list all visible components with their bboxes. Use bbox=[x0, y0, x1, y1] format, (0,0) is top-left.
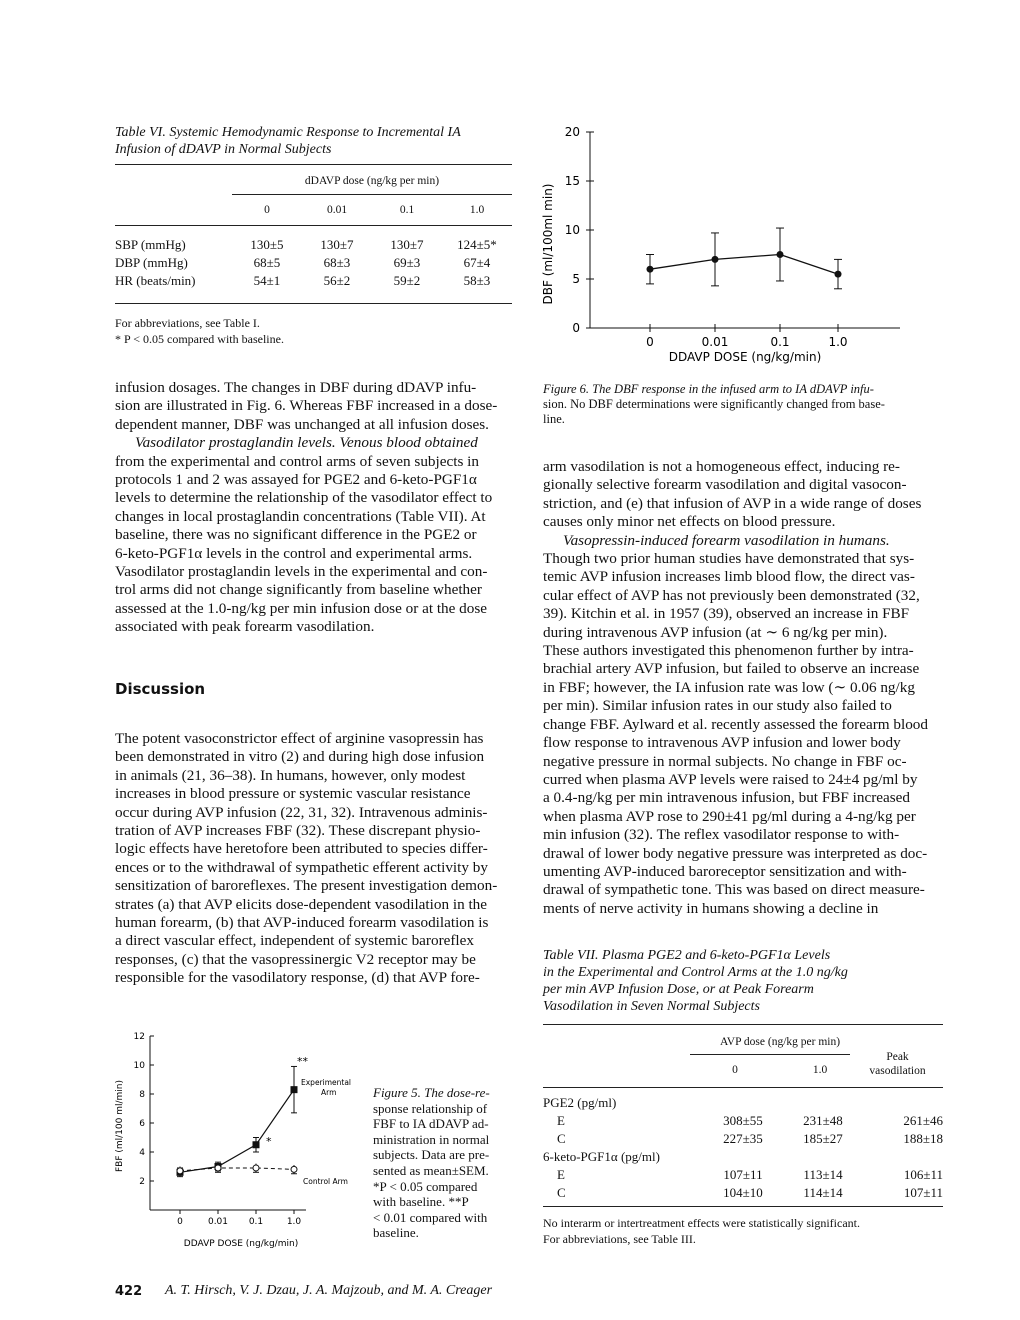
figure6-caption bbox=[543, 382, 948, 427]
table7-cell bbox=[703, 1094, 783, 1112]
table6-cell: 68±5 bbox=[253, 255, 281, 270]
x-tick-label: 1.0 bbox=[286, 1217, 302, 1227]
table7-cell: 114±14 bbox=[803, 1185, 843, 1200]
table7-group-header: AVP dose (ng/kg per min) bbox=[719, 1036, 841, 1048]
table7-note1: No interarm or intertreatment effects were statistically significant. bbox=[543, 1216, 860, 1230]
y-tick-label: 10 bbox=[133, 1061, 145, 1071]
table6-note1: For abbreviations, see Table I. bbox=[115, 316, 260, 330]
figure6-caption-line: Figure 6. The DBF response in the infused arm to IA dDAVP infu- bbox=[543, 382, 874, 396]
table6-row-label: HR (beats/min) bbox=[115, 273, 196, 288]
text-line: ences or to the withdrawal of sympathetic efferent activity by bbox=[115, 858, 488, 876]
table6-cell: 130±5 bbox=[250, 237, 284, 252]
x-tick-label: 1.0 bbox=[828, 335, 848, 349]
table7-cell: 107±11 bbox=[903, 1185, 943, 1200]
figure5-caption-line: sented as mean±SEM. bbox=[373, 1162, 489, 1178]
left-column-top bbox=[115, 379, 512, 637]
table-row bbox=[115, 272, 512, 290]
table7-peak-header-line: Peak bbox=[886, 1051, 909, 1063]
experimental-data-point bbox=[253, 1141, 260, 1148]
table7-top-rule bbox=[543, 1024, 943, 1025]
y-tick-label: 6 bbox=[139, 1119, 145, 1129]
text-line: when plasma AVP rose to 290±41 pg/ml during a 4-ng/kg per bbox=[543, 807, 916, 825]
table6-cell: 58±3 bbox=[463, 273, 491, 288]
y-tick-label: 0 bbox=[572, 321, 580, 335]
table7-cell bbox=[783, 1148, 863, 1166]
experimental-arm-line bbox=[180, 1090, 294, 1173]
x-tick-label: 0 bbox=[177, 1217, 183, 1227]
figure5-exp-label: Arm bbox=[321, 1088, 337, 1097]
text-line: Vasopressin-induced forearm vasodilation in humans. bbox=[563, 531, 890, 549]
x-tick-label: 0.1 bbox=[248, 1217, 264, 1227]
text-line: changes in local prostaglandin concentrations (Table VII). At bbox=[115, 507, 486, 525]
y-tick-label: 15 bbox=[564, 174, 580, 188]
table7-cell: 231±48 bbox=[803, 1113, 843, 1128]
table6-cell: 69±3 bbox=[393, 255, 421, 270]
table-row bbox=[543, 1148, 943, 1166]
text-line: from the experimental and control arms of seven subjects in bbox=[115, 452, 479, 470]
table6-cell: 56±2 bbox=[323, 273, 351, 288]
page-number: 422 bbox=[115, 1284, 143, 1299]
text-line: associated with peak forearm vasodilation. bbox=[115, 618, 375, 636]
text-line: baseline, there was no significant difference in the PGE2 or bbox=[115, 526, 477, 544]
table7-row-label: PGE2 (pg/ml) bbox=[543, 1095, 617, 1110]
x-tick-label: 0.1 bbox=[770, 335, 790, 349]
y-tick-label: 2 bbox=[139, 1177, 145, 1187]
table7-row-label: 6-keto-PGF1α (pg/ml) bbox=[543, 1149, 660, 1164]
table6-col-header: 0.1 bbox=[399, 204, 415, 216]
table6-cell: 124±5* bbox=[457, 237, 497, 252]
table7-caption-line: per min AVP Infusion Dose, or at Peak Forearm bbox=[543, 982, 814, 997]
text-line: occur during AVP infusion (22, 31, 32). Intravenous adminis- bbox=[115, 803, 488, 821]
text-line: brachial artery AVP infusion, but failed to observe an increase bbox=[543, 660, 920, 678]
table7-cell: 107±11 bbox=[723, 1167, 763, 1182]
text-line: responsible for the vasodilatory response, (d) that AVP fore- bbox=[115, 969, 480, 987]
figure6-xlabel: DDAVP DOSE (ng/kg/min) bbox=[668, 350, 822, 364]
table-row bbox=[543, 1184, 943, 1202]
text-line: per min). Similar infusion rates in our study also failed to bbox=[543, 697, 892, 715]
text-line: sion are illustrated in Fig. 6. Whereas FBF increased in a dose- bbox=[115, 397, 498, 415]
text-line: assessed at the 1.0-ng/kg per min infusion dose or at the dose bbox=[115, 599, 488, 617]
figure6-caption-line: line. bbox=[543, 412, 565, 426]
table7-peak-header bbox=[850, 1050, 945, 1078]
text-line: drawal of lower body negative pressure was interpreted as doc- bbox=[543, 844, 928, 862]
table7-cell: 113±14 bbox=[803, 1167, 843, 1182]
figure5-exp-label: Experimental bbox=[301, 1078, 352, 1087]
table6-note2: * P < 0.05 compared with baseline. bbox=[115, 332, 284, 346]
text-line: striction, and (e) that infusion of AVP in a wide range of doses bbox=[543, 494, 922, 512]
table7-group-rule bbox=[690, 1054, 850, 1055]
y-tick-label: 5 bbox=[572, 272, 580, 286]
data-point bbox=[712, 256, 719, 263]
figure5-caption-line: ministration in normal bbox=[373, 1131, 490, 1147]
text-line: The potent vasoconstrictor effect of arginine vasopressin has bbox=[115, 730, 484, 747]
data-point bbox=[777, 251, 784, 258]
text-line: flow response to intravenous AVP infusion and lower body bbox=[543, 734, 901, 752]
figure5-ctrl-label: Control Arm bbox=[303, 1177, 348, 1186]
table7-cell: 261±46 bbox=[903, 1113, 943, 1128]
x-tick-label: 0.01 bbox=[701, 335, 729, 349]
table-row bbox=[115, 236, 512, 254]
figure5-caption-line: FBF to IA dDAVP ad- bbox=[373, 1116, 489, 1132]
text-line: infusion dosages. The changes in DBF during dDAVP infu- bbox=[115, 379, 477, 396]
text-line: dependent manner, DBF was unchanged at all infusion doses. bbox=[115, 415, 489, 433]
y-tick-label: 8 bbox=[139, 1090, 145, 1100]
table7-row-label: E bbox=[557, 1167, 565, 1182]
text-line: in FBF; however, the IA infusion rate was low (∼ 0.06 ng/kg bbox=[543, 678, 915, 696]
text-line: curred when plasma AVP levels were raised to 24±4 pg/ml by bbox=[543, 770, 918, 788]
figure6-ylabel: DBF (ml/100ml min) bbox=[541, 183, 555, 305]
table7-cell: 188±18 bbox=[903, 1131, 943, 1146]
control-data-point bbox=[291, 1166, 297, 1172]
x-tick-label: 0 bbox=[646, 335, 654, 349]
table7-peak-header-line: vasodilation bbox=[869, 1065, 926, 1077]
figure5-chart bbox=[106, 1018, 366, 1252]
table7-note2: For abbreviations, see Table III. bbox=[543, 1232, 696, 1246]
table6-group-rule bbox=[232, 194, 512, 195]
figure5-caption bbox=[373, 1085, 513, 1241]
table7-cell bbox=[783, 1094, 863, 1112]
text-line: drawal of sympathetic tone. This was based on direct measure- bbox=[543, 881, 925, 899]
text-line: 6-keto-PGF1α levels in the control and experimental arms. bbox=[115, 544, 473, 562]
table-row bbox=[543, 1112, 943, 1130]
figure6-axes bbox=[565, 125, 900, 349]
control-data-point bbox=[253, 1165, 259, 1171]
table6-header-rule bbox=[115, 225, 512, 226]
text-line: negative pressure in normal subjects. No change in FBF oc- bbox=[543, 752, 907, 770]
table6-body bbox=[115, 236, 512, 290]
text-line: change FBF. Aylward et al. recently assessed the forearm blood bbox=[543, 715, 928, 733]
data-point bbox=[835, 271, 842, 278]
figure5-caption-line: baseline. bbox=[373, 1225, 419, 1241]
control-data-point bbox=[215, 1165, 221, 1171]
footer-authors: A. T. Hirsch, V. J. Dzau, J. A. Majzoub, and M. A. Creager bbox=[165, 1283, 493, 1298]
text-line: gionally selective forearm vasodilation and digital vasocon- bbox=[543, 476, 907, 494]
text-line: been demonstrated in vitro (2) and during high dose infusion bbox=[115, 748, 485, 766]
figure5-xlabel: DDAVP DOSE (ng/kg/min) bbox=[183, 1239, 299, 1249]
table6-col-header: 1.0 bbox=[469, 204, 485, 216]
y-tick-label: 4 bbox=[139, 1148, 145, 1158]
table6-cell: 59±2 bbox=[393, 273, 421, 288]
table7-bottom-rule bbox=[543, 1206, 943, 1207]
text-line: logic effects have heretofore been attributed to species differ- bbox=[115, 840, 488, 858]
series-line bbox=[650, 255, 838, 275]
text-line: trol arms did not change significantly from baseline whether bbox=[115, 581, 482, 599]
text-line: increases in blood pressure or systemic vascular resistance bbox=[115, 785, 471, 803]
table6-cell: 54±1 bbox=[253, 273, 281, 288]
text-line: 39). Kitchin et al. in 1957 (39), observed an increase in FBF bbox=[543, 605, 910, 623]
figure5-sig-single: * bbox=[266, 1135, 272, 1148]
text-line: tration of AVP increases FBF (32). These discrepant physio- bbox=[115, 822, 481, 840]
table6-col-header: 0 bbox=[264, 204, 270, 216]
text-line: during intravenous AVP infusion (at ∼ 6 ng/kg per min). bbox=[543, 623, 888, 641]
table6-col-header: 0.01 bbox=[326, 204, 348, 216]
table7-cell bbox=[703, 1148, 783, 1166]
figure5-marks bbox=[177, 1066, 298, 1176]
text-line: Vasodilator prostaglandin levels. Venous blood obtained bbox=[135, 434, 478, 452]
figure5-caption-line: Figure 5. The dose-re- bbox=[373, 1085, 490, 1100]
x-tick-label: 0.01 bbox=[207, 1217, 229, 1227]
table-row bbox=[543, 1094, 943, 1112]
text-line: umenting AVP-induced baroreceptor sensitization and with- bbox=[543, 862, 907, 880]
table7-caption-line: in the Experimental and Control Arms at the 1.0 ng/kg bbox=[543, 965, 848, 980]
figure6-marks bbox=[646, 228, 842, 289]
text-line: human forearm, (b) that AVP-induced forearm vasodilation is bbox=[115, 914, 489, 932]
table7-row-label: E bbox=[557, 1113, 565, 1128]
figure5-caption-line: sponse relationship of bbox=[373, 1100, 488, 1116]
experimental-data-point bbox=[291, 1086, 298, 1093]
table6-caption-line2: Infusion of dDAVP in Normal Subjects bbox=[115, 142, 332, 157]
table7-caption-line: Vasodilation in Seven Normal Subjects bbox=[543, 999, 760, 1014]
table6-cell: 130±7 bbox=[390, 237, 424, 252]
table7-cell: 104±10 bbox=[723, 1185, 763, 1200]
control-data-point bbox=[177, 1168, 183, 1174]
table-row bbox=[115, 254, 512, 272]
figure5-caption-line: subjects. Data are pre- bbox=[373, 1147, 490, 1163]
text-line: responses, (c) that the vasopressinergic V2 receptor may be bbox=[115, 950, 476, 968]
y-tick-label: 20 bbox=[564, 125, 580, 139]
table7-caption-line: Table VII. Plasma PGE2 and 6-keto-PGF1α Levels bbox=[543, 948, 831, 963]
text-line: These authors investigated this phenomenon further by intra- bbox=[543, 642, 914, 660]
table6-bottom-rule bbox=[115, 303, 512, 304]
table7-cell: 308±55 bbox=[723, 1113, 763, 1128]
text-line: protocols 1 and 2 was assayed for PGE2 and 6-keto-PGF1α bbox=[115, 471, 477, 489]
control-arm-line bbox=[180, 1168, 294, 1171]
text-line: Though two prior human studies have demonstrated that sys- bbox=[543, 550, 915, 568]
text-line: strates (a) that AVP elicits dose-dependent vasodilation in the bbox=[115, 895, 488, 913]
figure5-caption-line: *P < 0.05 compared bbox=[373, 1178, 478, 1194]
table7-cell bbox=[863, 1094, 943, 1112]
discussion-heading: Discussion bbox=[115, 680, 206, 698]
text-line: min infusion (32). The reflex vasodilator response to with- bbox=[543, 826, 900, 844]
text-line: causes only minor net effects on blood pressure. bbox=[543, 513, 836, 531]
right-column-text bbox=[543, 458, 941, 918]
table6-row-label: SBP (mmHg) bbox=[115, 237, 186, 252]
table6-caption bbox=[115, 124, 515, 158]
y-tick-label: 12 bbox=[133, 1032, 145, 1042]
text-line: a direct vascular effect, independent of systemic baroreflex bbox=[115, 932, 474, 950]
figure6-chart bbox=[530, 118, 910, 368]
table7-row-label: C bbox=[557, 1185, 566, 1200]
table6-row-label: DBP (mmHg) bbox=[115, 255, 188, 270]
figure5-caption-line: with baseline. **P bbox=[373, 1194, 469, 1210]
text-line: arm vasodilation is not a homogeneous effect, inducing re- bbox=[543, 458, 900, 475]
left-column-discussion bbox=[115, 730, 512, 988]
table6-cell: 130±7 bbox=[320, 237, 354, 252]
table7-caption bbox=[543, 947, 943, 1015]
table6-cell: 68±3 bbox=[323, 255, 351, 270]
text-line: Vasodilator prostaglandin levels in the experimental and con- bbox=[115, 563, 488, 581]
table7-cell: 227±35 bbox=[723, 1131, 763, 1146]
table7-col-header: 1.0 bbox=[812, 1064, 828, 1076]
table7-cell bbox=[863, 1148, 943, 1166]
data-point bbox=[647, 266, 654, 273]
y-tick-label: 10 bbox=[564, 223, 580, 237]
table7-header-rule bbox=[543, 1087, 943, 1088]
text-line: levels to determine the relationship of the vasodilator effect to bbox=[115, 489, 493, 507]
table7-row-label: C bbox=[557, 1131, 566, 1146]
table6-top-rule bbox=[115, 164, 512, 165]
table7-cell: 106±11 bbox=[903, 1167, 943, 1182]
text-line: ments of nerve activity in humans showing a decline in bbox=[543, 899, 879, 917]
table-row bbox=[543, 1130, 943, 1148]
text-line: sensitization of baroreflexes. The present investigation demon- bbox=[115, 877, 498, 895]
text-line: in animals (21, 36–38). In humans, however, only modest bbox=[115, 766, 466, 784]
table6-cell: 67±4 bbox=[463, 255, 491, 270]
table6-group-header: dDAVP dose (ng/kg per min) bbox=[304, 175, 440, 187]
figure5-axes bbox=[134, 1032, 306, 1227]
table7-cell: 185±27 bbox=[803, 1131, 843, 1146]
figure5-ylabel: FBF (ml/100 ml/min) bbox=[115, 1079, 125, 1173]
figure6-caption-line: sion. No DBF determinations were significantly changed from base- bbox=[543, 397, 885, 411]
text-line: cular effect of AVP has not previously been demonstrated (32, bbox=[543, 586, 920, 604]
figure5-sig-double: ** bbox=[297, 1055, 308, 1068]
figure5-caption-line: < 0.01 compared with bbox=[373, 1209, 488, 1225]
table6-caption-line1: Table VI. Systemic Hemodynamic Response to Incremental IA bbox=[115, 125, 461, 140]
table6-column-headers bbox=[232, 204, 512, 216]
table7-col-header: 0 bbox=[732, 1064, 738, 1076]
text-line: a 0.4-ng/kg per min intravenous infusion, but FBF increased bbox=[543, 789, 910, 807]
table-row bbox=[543, 1166, 943, 1184]
table7-body bbox=[543, 1094, 943, 1202]
text-line: temic AVP infusion increases limb blood flow, the direct vas- bbox=[543, 568, 915, 586]
